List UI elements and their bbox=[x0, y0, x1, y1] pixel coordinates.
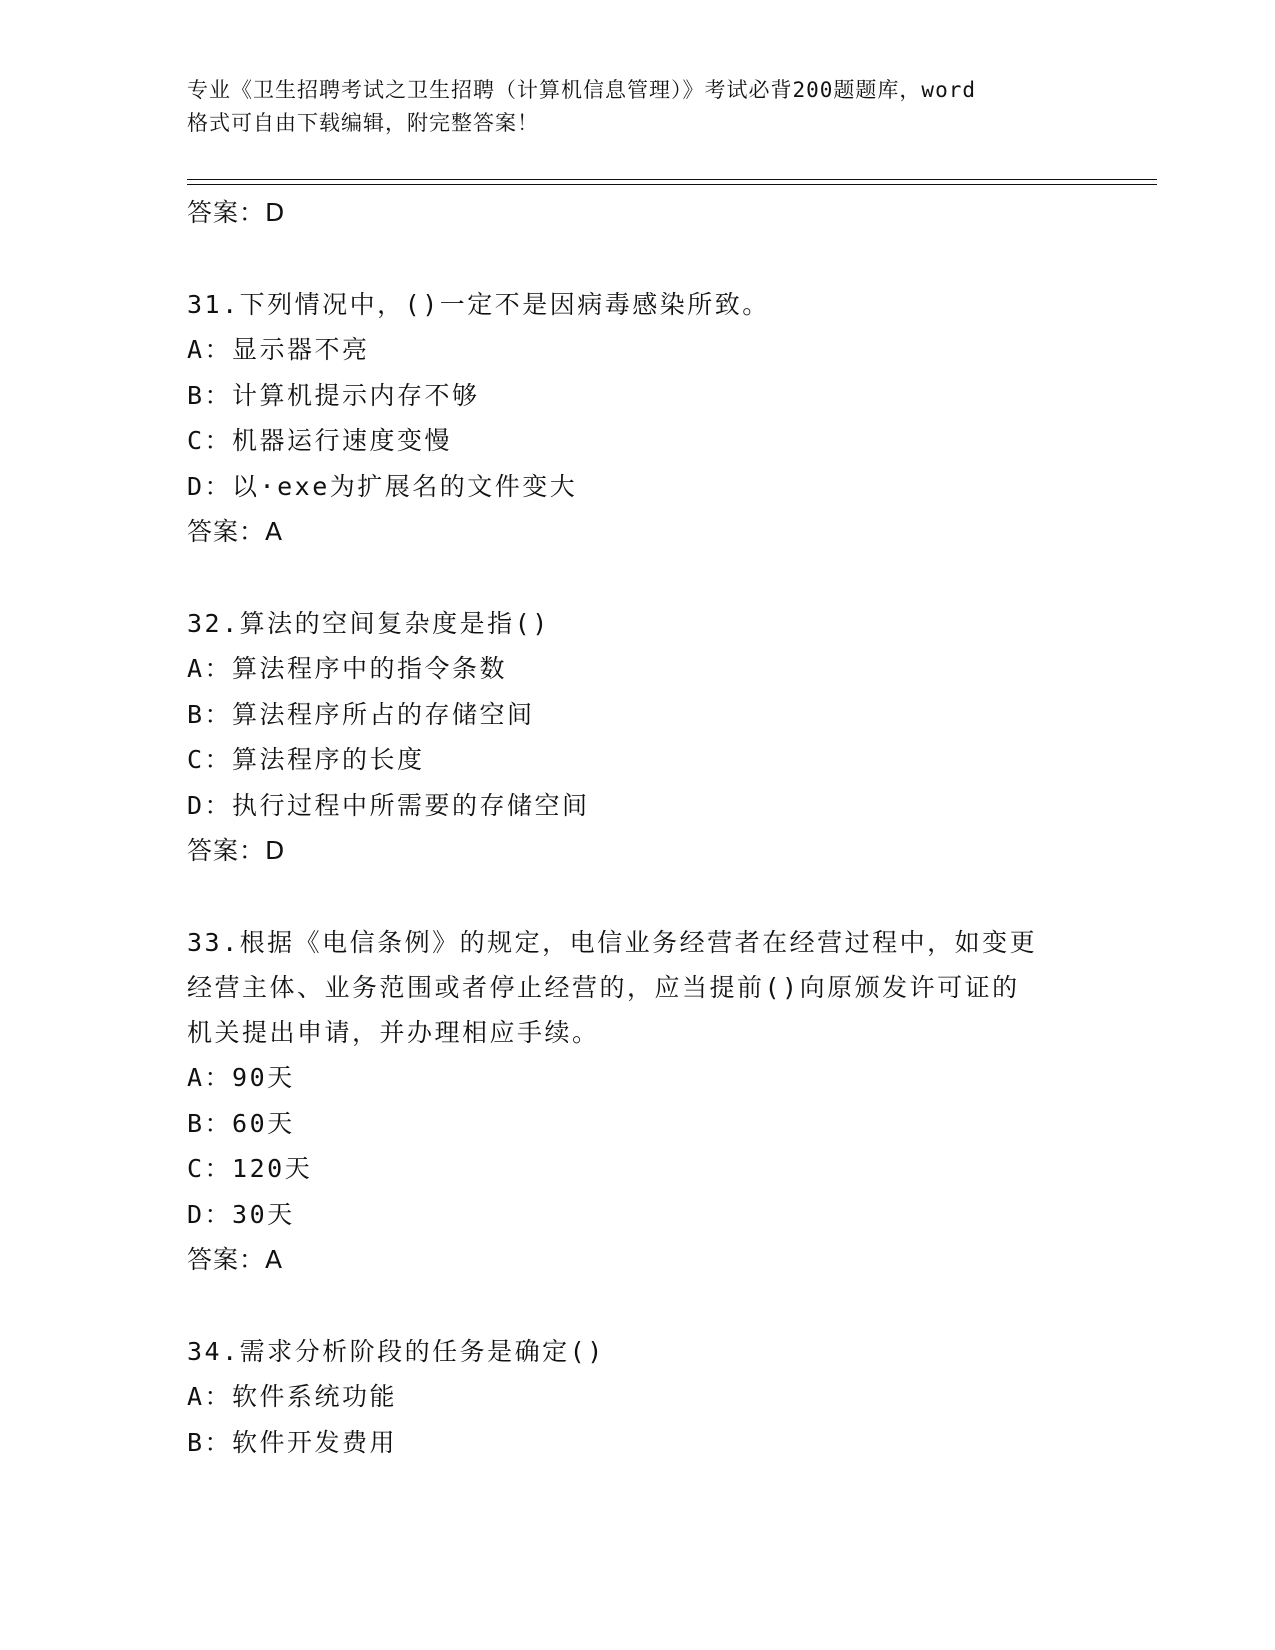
document-header bbox=[187, 74, 1087, 140]
option-b: B：软件开发费用 bbox=[187, 1427, 398, 1457]
question-stem: 31.下列情况中，()一定不是因病毒感染所致。 bbox=[187, 290, 770, 319]
option-d: D：30天 bbox=[187, 1199, 295, 1229]
option-a: A：软件系统功能 bbox=[187, 1382, 398, 1411]
option-b: B：计算机提示内存不够 bbox=[187, 380, 480, 410]
question-stem-line-3: 机关提出申请，并办理相应手续。 bbox=[187, 1018, 600, 1047]
option-c: C：机器运行速度变慢 bbox=[187, 426, 453, 455]
question-stem-line-1: 33.根据《电信条例》的规定，电信业务经营者在经营过程中，如变更 bbox=[187, 928, 1038, 957]
answer-line: 答案：D bbox=[187, 836, 286, 865]
question-32 bbox=[187, 601, 1087, 873]
option-a: A：90天 bbox=[187, 1063, 295, 1092]
question-stem: 32.算法的空间复杂度是指() bbox=[187, 609, 550, 638]
option-a: A：算法程序中的指令条数 bbox=[187, 654, 508, 683]
header-rule-top bbox=[187, 179, 1157, 180]
question-31 bbox=[187, 282, 1087, 554]
question-33 bbox=[187, 920, 1087, 1282]
question-list bbox=[187, 190, 1087, 1465]
option-c: C：算法程序的长度 bbox=[187, 745, 425, 774]
header-line-2: 格式可自由下载编辑，附完整答案！ bbox=[187, 111, 539, 135]
question-34 bbox=[187, 1329, 1087, 1465]
header-line-1: 专业《卫生招聘考试之卫生招聘（计算机信息管理）》考试必背200题题库，word bbox=[187, 78, 976, 102]
option-d: D：执行过程中所需要的存储空间 bbox=[187, 790, 590, 820]
answer-line: 答案：A bbox=[187, 517, 284, 546]
option-a: A：显示器不亮 bbox=[187, 335, 370, 364]
answer-line: 答案：D bbox=[187, 198, 286, 227]
option-b: B：算法程序所占的存储空间 bbox=[187, 699, 535, 729]
option-b: B：60天 bbox=[187, 1108, 295, 1138]
option-d: D：以·exe为扩展名的文件变大 bbox=[187, 471, 578, 501]
question-stem-line-2: 经营主体、业务范围或者停止经营的，应当提前()向原颁发许可证的 bbox=[187, 973, 1020, 1002]
answer-line: 答案：A bbox=[187, 1245, 284, 1274]
option-c: C：120天 bbox=[187, 1154, 313, 1183]
question-stem: 34.需求分析阶段的任务是确定() bbox=[187, 1337, 605, 1366]
header-rule-bottom bbox=[187, 184, 1157, 185]
